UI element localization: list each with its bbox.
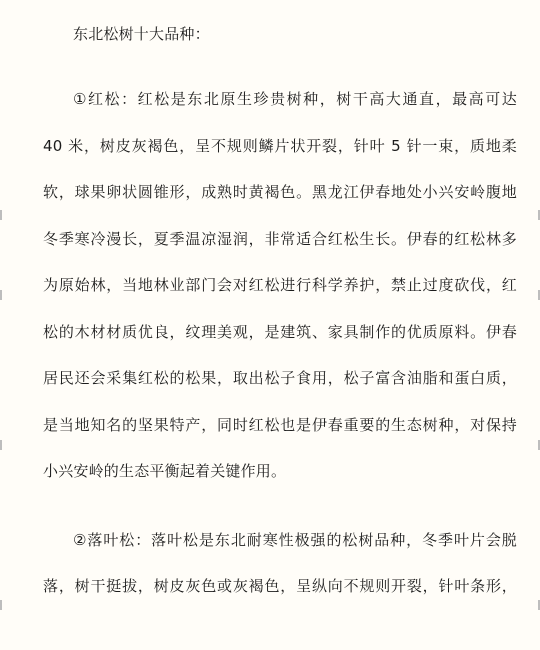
paragraph-line: 松的木材材质优良，纹理美观，是建筑、家具制作的优质原料。伊春 — [43, 322, 517, 341]
paragraph-line: 是当地知名的坚果特产，同时红松也是伊春重要的生态树种，对保持 — [43, 415, 517, 434]
paragraph-line: 为原始林，当地林业部门会对红松进行科学养护，禁止过度砍伐，红 — [43, 276, 517, 294]
paragraph-line: 居民还会采集红松的松果，取出松子食用，松子富含油脂和蛋白质， — [43, 369, 517, 387]
paragraph-line: 40 米，树皮灰褐色，呈不规则鳞片状开裂，针叶 5 针一束，质地柔 — [43, 136, 517, 155]
paragraph-line: 软，球果卵状圆锥形，成熟时黄褐色。黑龙江伊春地处小兴安岭腹地 — [43, 183, 517, 201]
paragraph-gap — [43, 495, 517, 517]
paragraph-gap — [43, 54, 517, 76]
document-heading: 东北松树十大品种： — [73, 25, 210, 43]
document-body — [43, 14, 517, 610]
page-edge-mark — [0, 210, 2, 220]
paragraph-larch — [43, 517, 517, 610]
paragraph-line: 落，树干挺拔，树皮灰色或灰褐色，呈纵向不规则开裂，针叶条形， — [43, 577, 517, 595]
paragraph-line: 小兴安岭的生态平衡起着关键作用。 — [43, 462, 287, 480]
paragraph-line: ①红松：红松是东北原生珍贵树种，树干高大通直，最高可达 — [73, 90, 517, 108]
paragraph-red-pine — [43, 76, 517, 495]
page-edge-mark — [0, 440, 2, 450]
paragraph-line: 冬季寒冷漫长，夏季温凉湿润，非常适合红松生长。伊春的红松林多 — [43, 229, 517, 248]
page-edge-mark — [0, 600, 2, 610]
paragraph-line: ②落叶松：落叶松是东北耐寒性极强的松树品种，冬季叶片会脱 — [73, 530, 517, 549]
page-edge-mark — [0, 290, 2, 300]
